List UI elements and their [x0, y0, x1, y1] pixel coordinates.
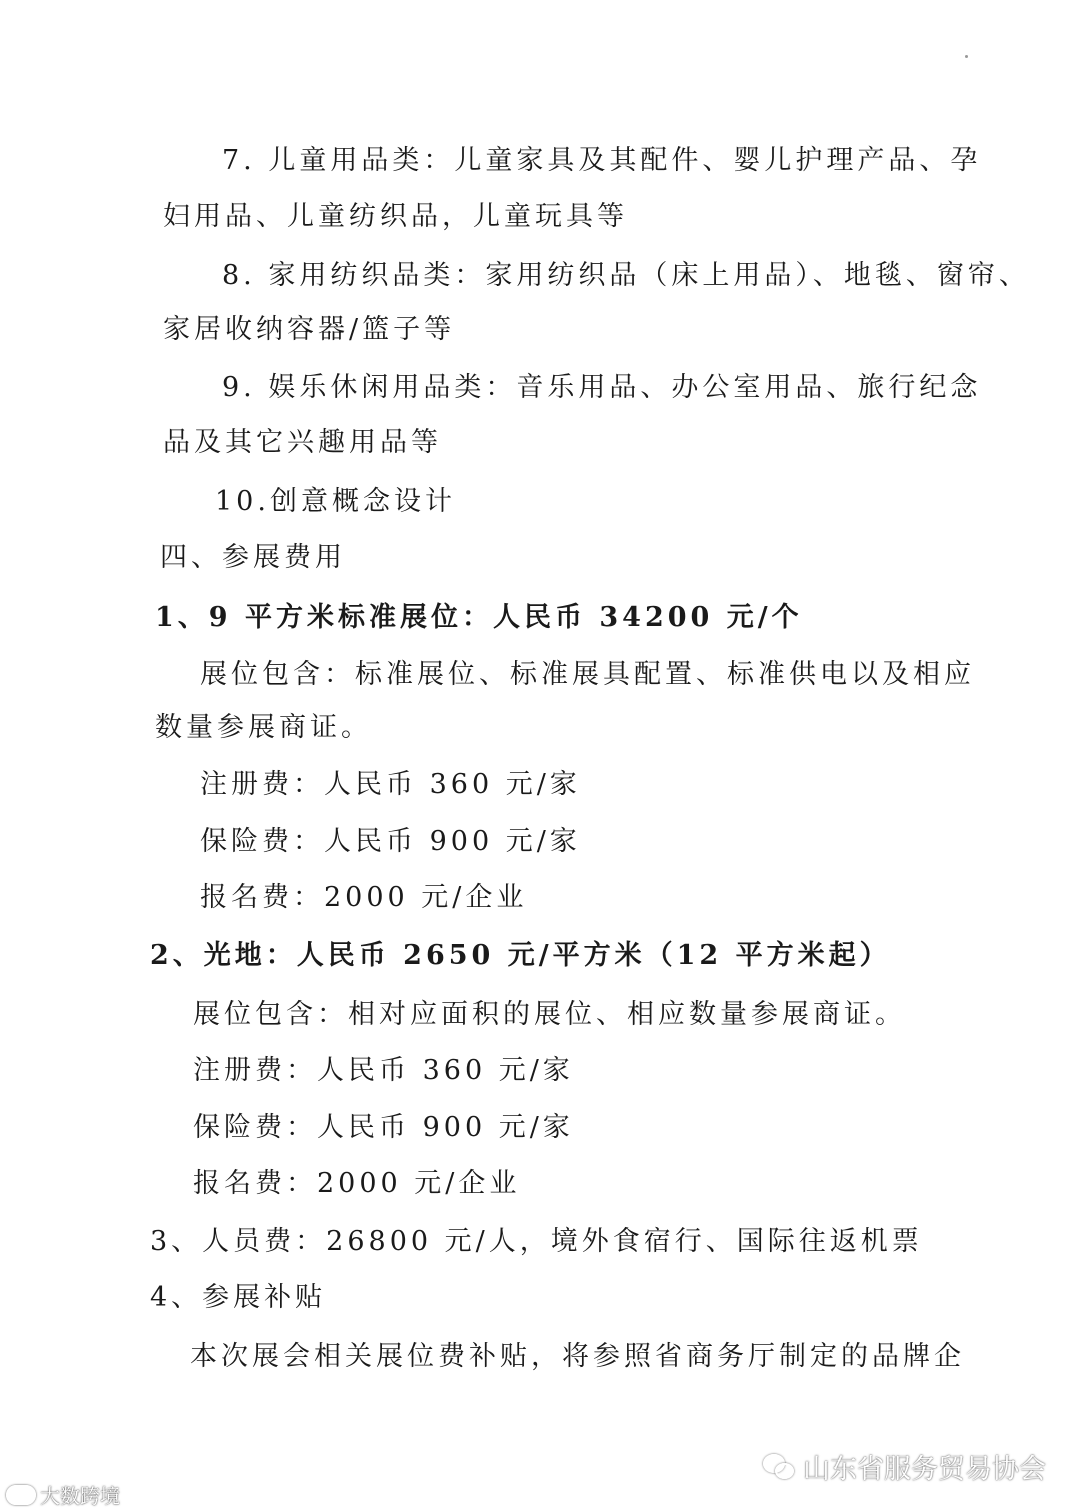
line-5: 9. 娱乐休闲用品类：音乐用品、办公室用品、旅行纪念	[222, 372, 982, 403]
line-10: 展位包含：标准展位、标准展具配置、标准供电以及相应	[200, 659, 975, 690]
line-1: 7. 儿童用品类：儿童家具及其配件、婴儿护理产品、孕	[222, 145, 982, 176]
line-3: 8. 家用纺织品类：家用纺织品（床上用品）、地毯、窗帘、	[222, 260, 1030, 291]
watermark-right	[763, 1447, 1046, 1486]
line-18: 保险费：人民币 900 元/家	[193, 1112, 574, 1143]
line-7: 10.创意概念设计	[215, 486, 456, 517]
line-2: 妇用品、儿童纺织品，儿童玩具等	[163, 201, 628, 232]
line-17: 注册费：人民币 360 元/家	[193, 1055, 574, 1086]
fee-item-4-heading: 4、参展补贴	[150, 1282, 327, 1313]
line-19: 报名费：2000 元/企业	[193, 1168, 521, 1199]
watermark-left-text: 大数跨境	[40, 1484, 120, 1508]
watermark-right-text: 山东省服务贸易协会	[803, 1454, 1046, 1485]
line-12: 注册费：人民币 360 元/家	[200, 769, 581, 800]
fee-item-1-heading: 1、9 平方米标准展位：人民币 34200 元/个	[155, 602, 803, 633]
line-13: 保险费：人民币 900 元/家	[200, 826, 581, 857]
fee-item-2-heading: 2、光地：人民币 2650 元/平方米（12 平方米起）	[150, 940, 891, 971]
fee-item-3: 3、人员费：26800 元/人，境外食宿行、国际往返机票	[150, 1226, 923, 1257]
line-14: 报名费：2000 元/企业	[200, 882, 528, 913]
cloud-logo-icon	[6, 1485, 36, 1505]
line-16: 展位包含：相对应面积的展位、相应数量参展商证。	[193, 999, 906, 1030]
line-22: 本次展会相关展位费补贴，将参照省商务厅制定的品牌企	[190, 1341, 965, 1372]
wechat-icon	[763, 1454, 793, 1480]
section-heading-fees: 四、参展费用	[160, 542, 346, 573]
line-6: 品及其它兴趣用品等	[163, 427, 442, 458]
scan-speck	[965, 55, 968, 58]
watermark-left	[6, 1480, 120, 1509]
line-4: 家居收纳容器/篮子等	[163, 314, 456, 345]
line-11: 数量参展商证。	[155, 712, 372, 743]
